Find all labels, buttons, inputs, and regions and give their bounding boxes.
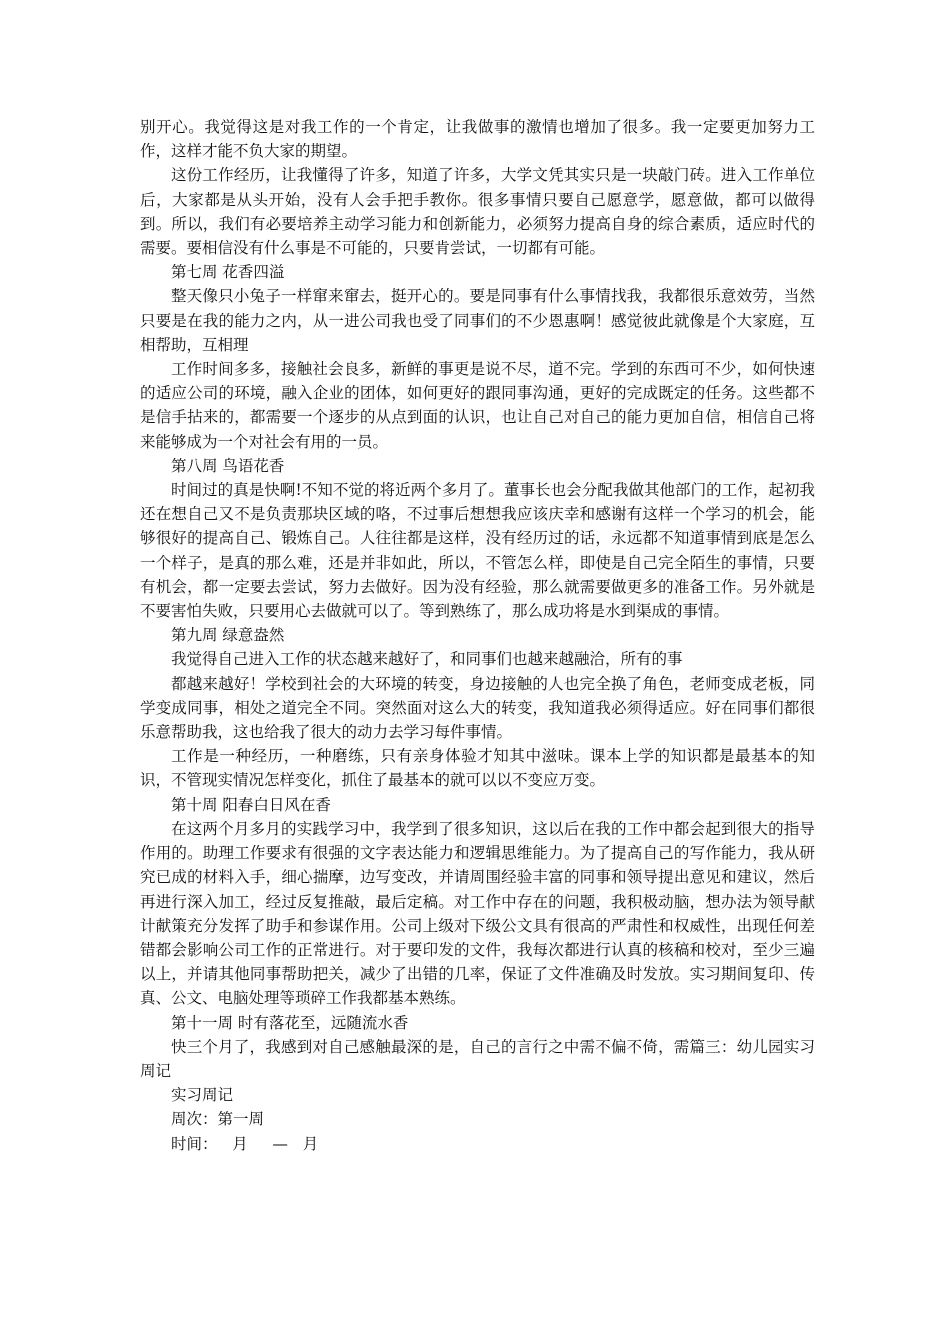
section-title: 实习周记 (171, 1086, 234, 1105)
time-line: 时间： 月 — 月 (171, 1134, 319, 1153)
week-heading: 第十周 阳春白日风在香 (171, 795, 331, 814)
document-page (140, 115, 815, 1156)
week-heading: 第七周 花香四溢 (171, 263, 285, 282)
week-heading: 第九周 绿意盎然 (171, 626, 285, 645)
paragraph: 在这两个月多月的实践学习中，我学到了很多知识，这以后在我的工作中都会起到很大的指导作用的。助理工作要求有很强的文字表达能力和逻辑思维能力。为了提高自己的写作能力，我从研究已成的材料入手，细心揣摩，边写变改，并请周围经验丰富的同事和领导提出意见和建议，然后再进行深入加工，经过反复推敲，最后定稿。对工作中存在的问题，我积极动脑，想办法为领导献计献策充分发挥了助手和参谋作用。公司上级对下级公文具有很高的严肃性和权威性，出现任何差错都会影响公司工作的正常进行。对于要印发的文件，我每次都进行认真的核稿和校对，至少三遍以上，并请其他同事帮助把关，减少了出错的几率，保证了文件准确及时发放。实习期间复印、传真、公文、电脑处理等琐碎工作我都基本熟练。 (140, 819, 815, 1008)
paragraph: 时间过的真是快啊!不知不觉的将近两个多月了。董事长也会分配我做其他部门的工作，起初我还在想自己又不是负责那块区域的咯，不过事后想想我应该庆幸和感谢有这样一个学习的机会，能够很好的提高自己、锻炼自己。人往往都是这样，没有经历过的话，永远都不知道事情到底是怎么一个样子，是真的那么难，还是并非如此，所以，不管怎么样，即使是自己完全陌生的事情，只要有机会，都一定要去尝试，努力去做好。因为没有经验，那么就需要做更多的准备工作。另外就是不要害怕失败，只要用心去做就可以了。等到熟练了，那么成功将是水到渠成的事情。 (140, 481, 815, 621)
paragraph: 我觉得自己进入工作的状态越来越好了，和同事们也越来越融洽，所有的事 (171, 650, 683, 669)
week-number-line: 周次：第一周 (171, 1110, 265, 1129)
paragraph: 都越来越好！学校到社会的大环境的转变，身边接触的人也完全换了角色，老师变成老板，同学变成同事，相处之道完全不同。突然面对这么大的转变，我知道我必须得适应。好在同事们都很乐意帮助我，这也给我了很大的动力去学习每件事情。 (140, 674, 815, 742)
paragraph: 这份工作经历，让我懂得了许多，知道了许多，大学文凭其实只是一块敲门砖。进入工作单位后，大家都是从头开始，没有人会手把手教你。很多事情只要自己愿意学，愿意做，都可以做得到。所以，我们有必要培养主动学习能力和创新能力，必须努力提高自身的综合素质，适应时代的需要。要相信没有什么事是不可能的，只要肯尝试，一切都有可能。 (140, 166, 815, 258)
paragraph: 别开心。我觉得这是对我工作的一个肯定，让我做事的激情也增加了很多。我一定要更加努力工作，这样才能不负大家的期望。 (140, 118, 815, 161)
paragraph: 整天像只小兔子一样窜来窜去，挺开心的。要是同事有什么事情找我，我都很乐意效劳，当然只要是在我的能力之内，从一进公司我也受了同事们的不少恩惠啊！感觉彼此就像是个大家庭，互相帮助，互相理 (140, 287, 815, 354)
paragraph: 工作时间多多，接触社会良多，新鲜的事更是说不尽，道不完。学到的东西可不少，如何快速的适应公司的环境，融入企业的团体，如何更好的跟同事沟通，更好的完成既定的任务。这些都不是信手拈来的，都需要一个逐步的从点到面的认识，也让自己对自己的能力更加自信，相信自己将来能够成为一个对社会有用的一员。 (140, 360, 815, 451)
week-heading: 第八周 鸟语花香 (171, 456, 285, 475)
paragraph: 工作是一种经历，一种磨练，只有亲身体验才知其中滋味。课本上学的知识都是最基本的知识，不管现实情况怎样变化，抓住了最基本的就可以以不变应万变。 (140, 747, 815, 790)
week-heading: 第十一周 时有落花至，远随流水香 (171, 1013, 409, 1032)
paragraph: 快三个月了，我感到对自己感触最深的是，自己的言行之中需不偏不倚，需篇三：幼儿园实习周记 (140, 1037, 815, 1080)
